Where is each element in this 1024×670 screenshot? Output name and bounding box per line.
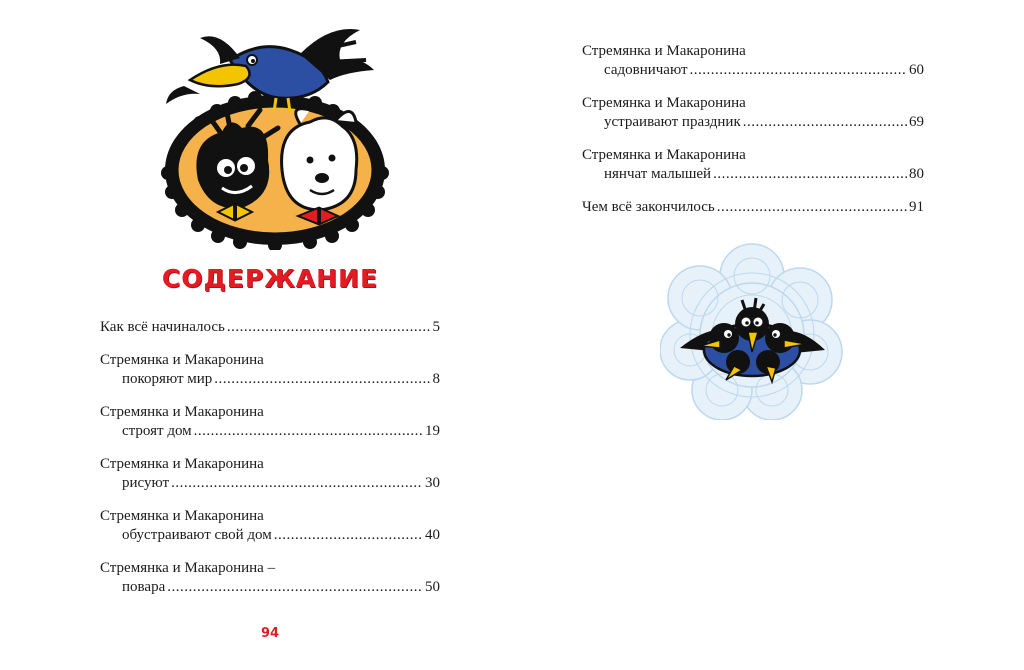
toc-entry-page: 91 [909, 199, 924, 215]
toc-entry-heading: Стремянка и Макаронина [100, 508, 264, 524]
toc-entry-page: 69 [909, 114, 924, 130]
toc-entry-heading: Стремянка и Макаронина [582, 147, 746, 163]
toc-entry-heading: Стремянка и Макаронина – [100, 560, 276, 576]
crow-and-dogs-illustration [160, 20, 390, 250]
toc-entry-page: 5 [432, 319, 440, 335]
toc-entry[interactable] [582, 198, 924, 217]
toc-entry-title: Чем всё закончилось [582, 199, 715, 215]
baby-crows-illustration [660, 240, 845, 420]
toc-entry-heading: Стремянка и Макаронина [582, 95, 746, 111]
toc-entry-title: обустраивают свой дом [122, 527, 272, 543]
toc-entry-page: 60 [909, 62, 924, 78]
toc-leader-dots [713, 165, 907, 184]
right-page [512, 0, 1024, 670]
toc-leader-dots [167, 578, 423, 597]
toc-entry-title: повара [122, 579, 166, 595]
toc-entry-title: садовничают [604, 62, 688, 78]
toc-entry-title: Как всё начиналось [100, 319, 225, 335]
contents-heading: СОДЕРЖАНИЕ [161, 264, 379, 293]
toc-leader-dots [227, 318, 431, 337]
toc-leader-dots [717, 198, 907, 217]
toc-entry-page: 40 [425, 527, 440, 543]
toc-entry-page: 80 [909, 166, 924, 182]
toc-entry[interactable] [100, 318, 440, 337]
toc-entry-page: 50 [425, 579, 440, 595]
toc-leader-dots [274, 526, 423, 545]
toc-entry-heading: Стремянка и Макаронина [100, 456, 264, 472]
toc-entry[interactable] [100, 455, 440, 493]
toc-entry-heading: Стремянка и Макаронина [100, 352, 264, 368]
toc-leader-dots [194, 422, 423, 441]
toc-leader-dots [171, 474, 423, 493]
toc-entry[interactable] [100, 403, 440, 441]
toc-entry-title: строят дом [122, 423, 192, 439]
toc-leader-dots [690, 61, 907, 80]
page-number: 94 [260, 626, 280, 641]
toc-entry-page: 8 [432, 371, 440, 387]
toc-entry[interactable] [100, 559, 440, 597]
toc-entry-heading: Стремянка и Макаронина [582, 43, 746, 59]
toc-list-left [100, 318, 440, 611]
toc-entry-title: рисуют [122, 475, 170, 491]
toc-entry[interactable] [100, 507, 440, 545]
toc-leader-dots [214, 370, 430, 389]
toc-entry-page: 19 [425, 423, 440, 439]
toc-leader-dots [743, 113, 907, 132]
toc-entry[interactable] [582, 42, 924, 80]
toc-entry-heading: Стремянка и Макаронина [100, 404, 264, 420]
toc-entry-title: покоряют мир [122, 371, 213, 387]
toc-list-right [582, 42, 924, 231]
toc-entry-page: 30 [425, 475, 440, 491]
toc-entry-title: нянчат малышей [604, 166, 712, 182]
toc-entry[interactable] [582, 146, 924, 184]
toc-entry[interactable] [582, 94, 924, 132]
toc-entry-title: устраивают праздник [604, 114, 741, 130]
toc-entry[interactable] [100, 351, 440, 389]
